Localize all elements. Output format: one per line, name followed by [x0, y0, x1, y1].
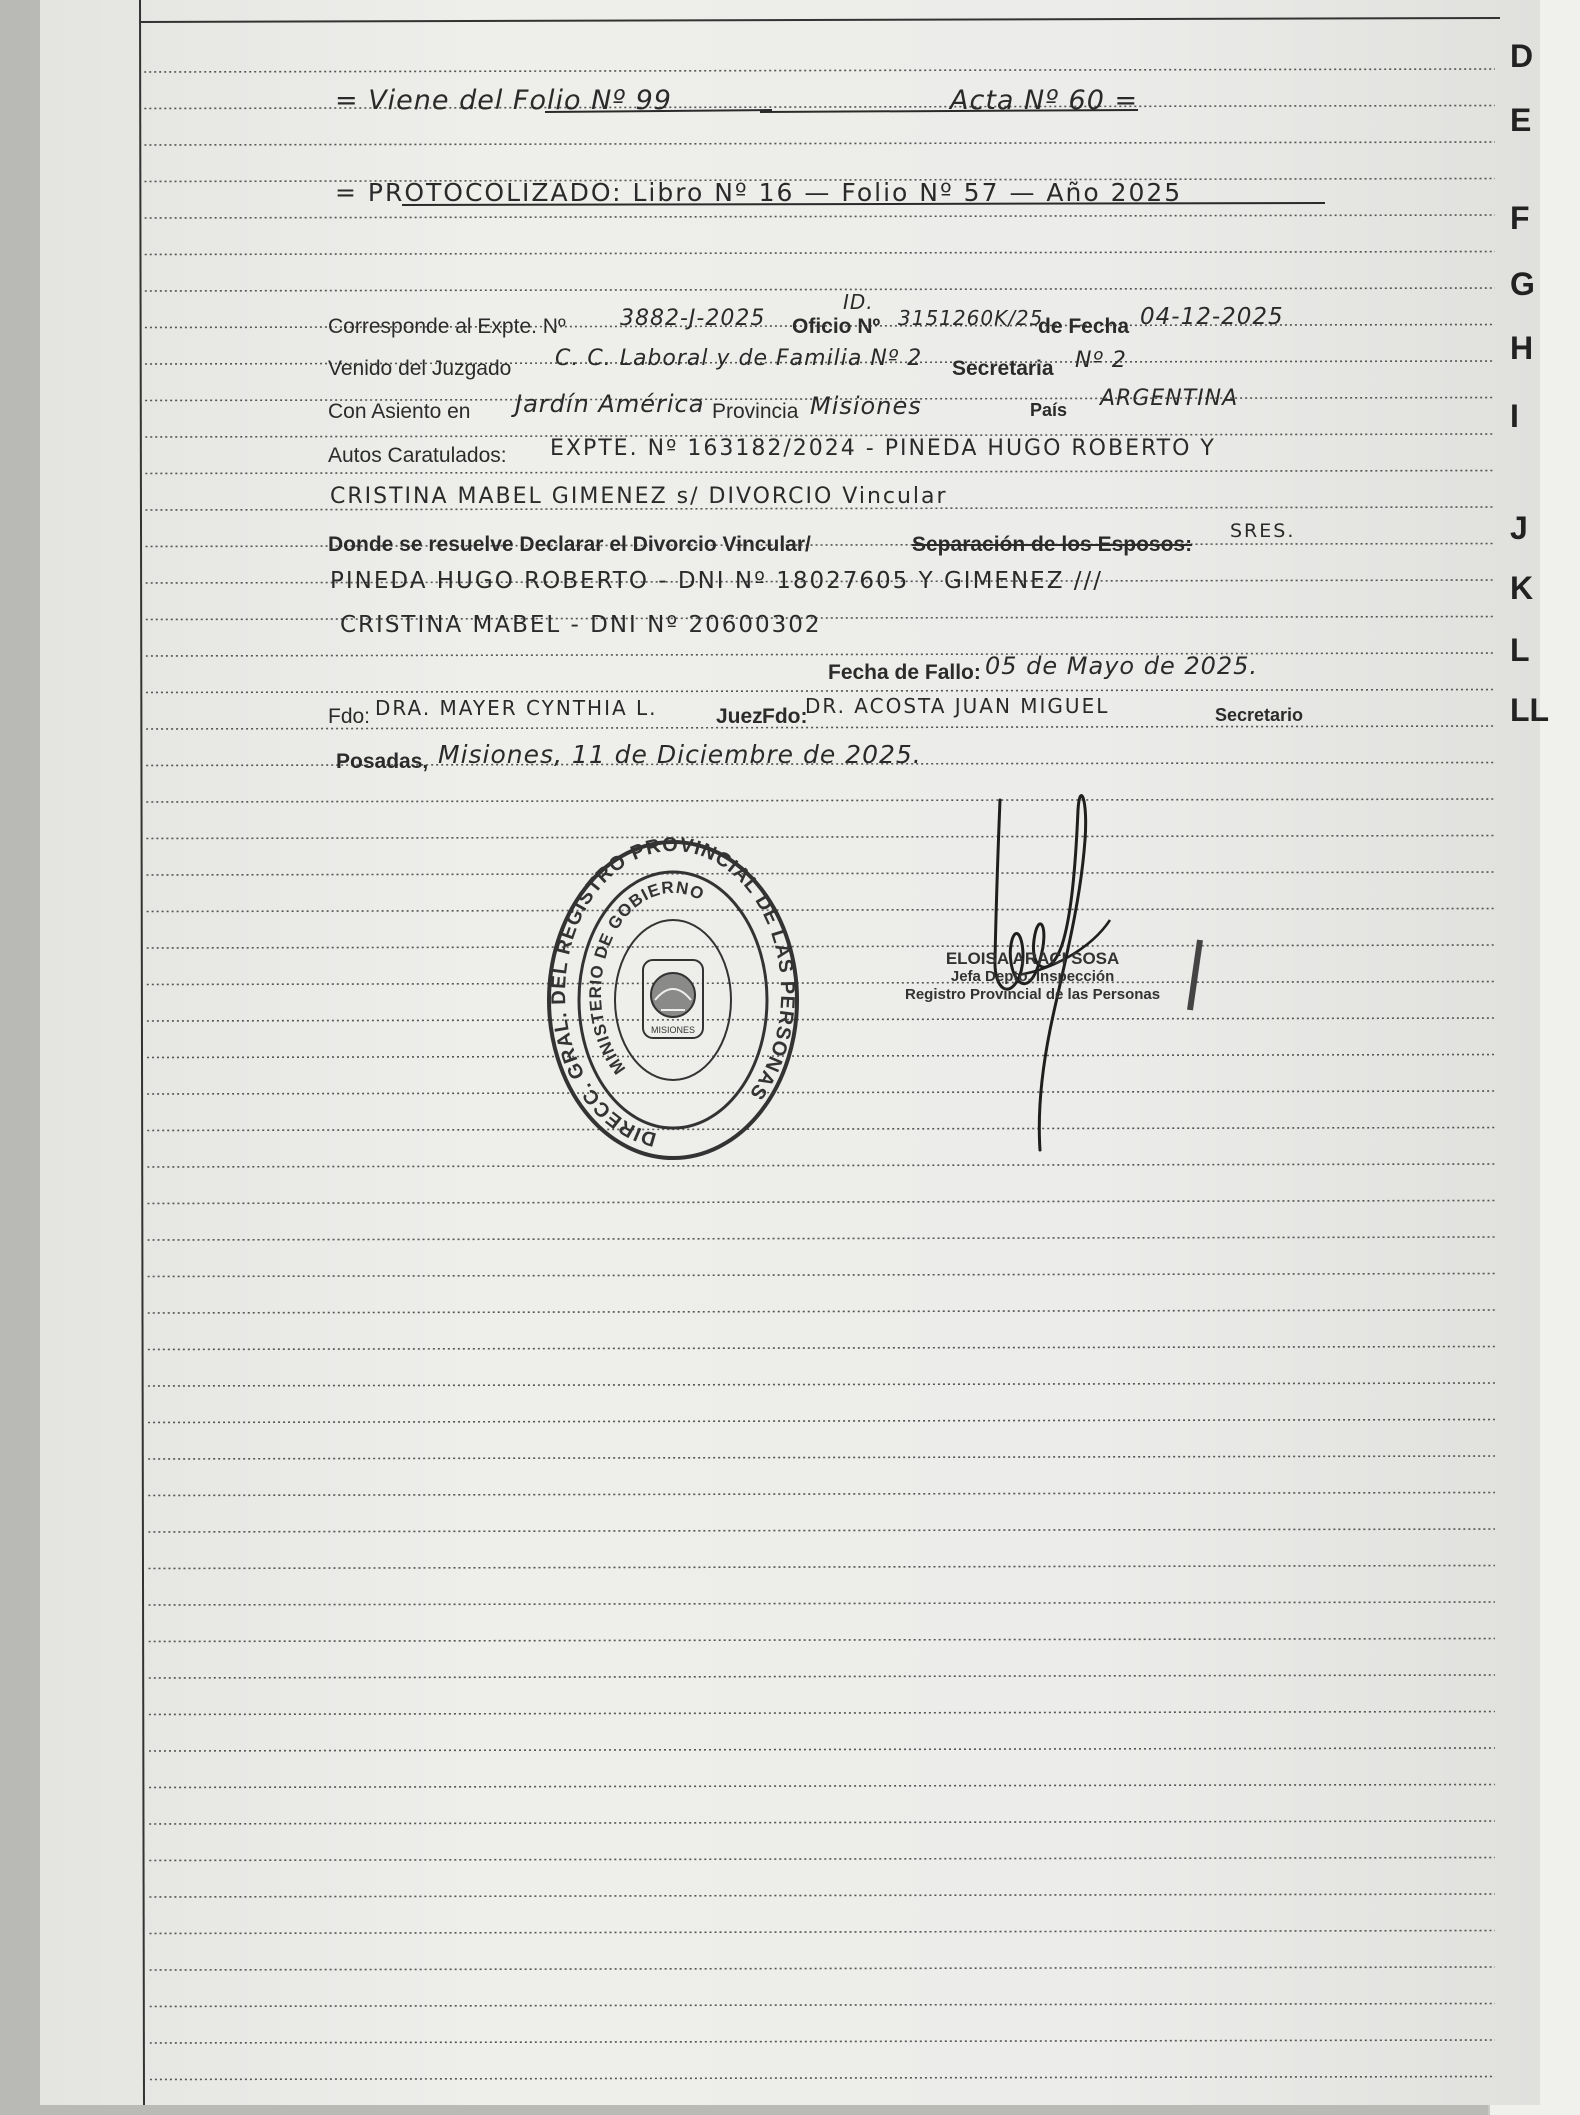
signature-stamp: [905, 950, 1160, 1004]
index-letter: LL: [1510, 692, 1550, 728]
provincia-value: Misiones: [810, 392, 922, 420]
autos-value-2: CRISTINA MABEL GIMENEZ s/ DIVORCIO Vincular: [330, 484, 948, 509]
lugar-value: Misiones, 11 de Diciembre de 2025.: [438, 740, 922, 769]
index-letter: E: [1510, 102, 1532, 138]
fecha-value: 04-12-2025: [1140, 304, 1284, 330]
asiento-value: Jardín América: [515, 390, 705, 418]
seal-outer-text: DIRECC. GRAL. DEL REGISTRO PROVINCIAL DE LAS PERSONAS: [547, 835, 799, 1151]
lugar-label: Posadas,: [336, 750, 429, 773]
fdo-label: Fdo:: [328, 705, 371, 728]
oficio-label: Oficio Nº: [792, 315, 881, 338]
fallo-value: 05 de Mayo de 2025.: [985, 652, 1259, 680]
juez-label: Juez: [716, 705, 763, 728]
juez-value: DRA. MAYER CYNTHIA L.: [375, 696, 658, 720]
index-letter: J: [1510, 510, 1528, 546]
pais-label: País: [1030, 400, 1068, 420]
fecha-label: de Fecha: [1038, 315, 1130, 338]
secretaria-value: Nº 2: [1075, 348, 1127, 373]
stamp-name: ELOISA ARACI SOSA: [945, 949, 1120, 968]
index-letter: K: [1510, 570, 1534, 606]
stamp-org: Registro Provincial de las Personas: [905, 986, 1161, 1003]
secretario-label: Secretario: [1215, 705, 1304, 725]
fdo2-label: Fdo:: [762, 705, 808, 728]
resuelve-struck: Separación de los Esposos:: [912, 533, 1193, 556]
svg-text:MINISTERIO DE GOBIERNO: [586, 878, 707, 1078]
resuelve-value-2: CRISTINA MABEL - DNI Nº 20600302: [340, 612, 822, 638]
autos-value-1: EXPTE. Nº 163182/2024 - PINEDA HUGO ROBERTO Y: [550, 436, 1216, 461]
resuelve-value-1: PINEDA HUGO ROBERTO - DNI Nº 18027605 Y GIMENEZ ///: [330, 568, 1104, 594]
seal-emblem-label: MISIONES: [650, 1025, 696, 1035]
seal-inner-text: MINISTERIO DE GOBIERNO: [585, 877, 708, 1078]
provincia-label: Provincia: [712, 400, 799, 423]
juzgado-value: C. C. Laboral y de Familia Nº 2: [555, 346, 923, 371]
juzgado-label: Venido del Juzgado: [328, 357, 512, 380]
resuelve-value-0: SRES.: [1230, 520, 1296, 542]
secretario-value: DR. ACOSTA JUAN MIGUEL: [805, 694, 1110, 718]
index-letter: G: [1510, 266, 1535, 302]
acta-number: Acta Nº 60 =: [950, 85, 1139, 116]
oficio-value: 3151260K/25: [898, 306, 1044, 330]
expte-value: 3882-J-2025: [620, 306, 766, 331]
resuelve-label: Donde se resuelve Declarar el Divorcio Vincular/: [328, 533, 811, 556]
protocolizado-line: = PROTOCOLIZADO: Libro Nº 16 — Folio Nº 57 — Año 2025: [335, 178, 1183, 207]
index-letter: L: [1510, 632, 1530, 668]
id-mark: ID.: [843, 290, 874, 314]
viene-del-folio: = Viene del Folio Nº 99: [335, 85, 672, 116]
stamp-role: Jefa Depto. Inspección: [950, 968, 1115, 985]
index-letter: D: [1510, 38, 1534, 74]
fallo-label: Fecha de Fallo:: [828, 661, 981, 684]
index-letter: F: [1510, 200, 1530, 236]
autos-label: Autos Caratulados:: [328, 444, 507, 467]
official-seal: [543, 835, 803, 1165]
asiento-label: Con Asiento en: [328, 400, 471, 423]
expte-label: Corresponde al Expte. Nº: [328, 315, 566, 338]
index-letter: I: [1510, 398, 1519, 434]
pais-value: ARGENTINA: [1100, 386, 1239, 411]
index-letter: H: [1510, 330, 1534, 366]
secretaria-label: Secretaria: [952, 357, 1054, 380]
